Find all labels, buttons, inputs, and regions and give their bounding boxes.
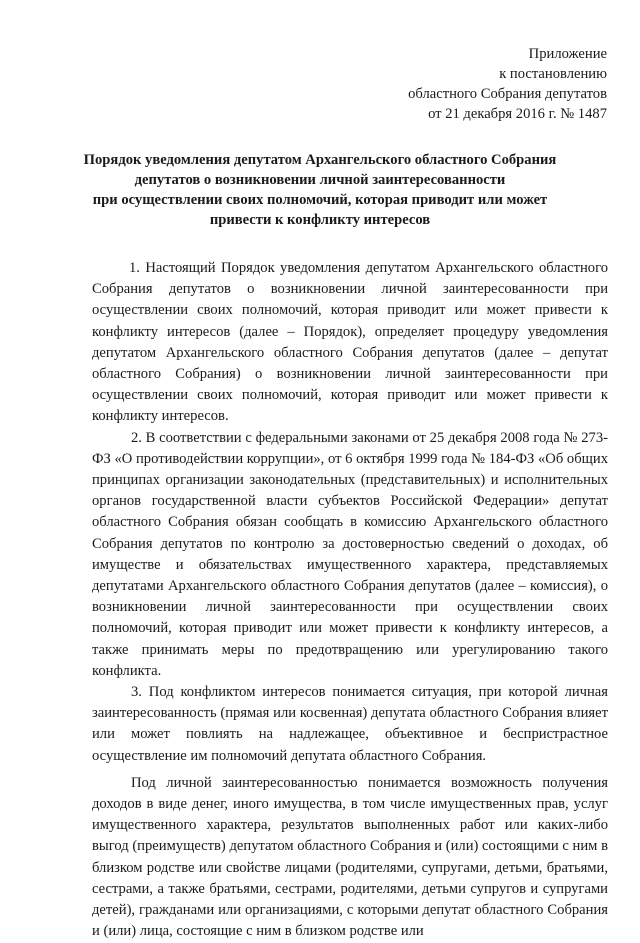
appendix-line-4: от 21 декабря 2016 г. № 1487: [428, 106, 607, 122]
title-line-1: Порядок уведомления депутатом Архангельского областного Собрания: [83, 152, 557, 168]
paragraph-1: 1. Настоящий Порядок уведомления депутатом Архангельского областного Собрания депутатов о возникновении личной заинтересованности при осуществлении своих полномочий, которая приводит или может привести к конфликту интересов (далее – Порядок), определяет процедуру уведомления депутатом Архангельского областного Собрания депутатов (далее – депутат областного Собрания) о возникновении личной заинтересованности при осуществлении своих полномочий, которая приводит или может привести к конфликту интересов.: [92, 260, 608, 425]
title-line-4: привести к конфликту интересов: [209, 212, 431, 228]
appendix-line-2: к постановлению: [499, 66, 607, 82]
paragraph-3: 3. Под конфликтом интересов понимается ситуация, при которой личная заинтересованность (прямая или косвенная) депутата областного Собрания влияет или может повлиять на надлежащее, объективное и беспристрастное осуществление им полномочий депутата областного Собрания.: [92, 684, 608, 764]
appendix-header: [408, 44, 607, 124]
paragraph-2: 2. В соответствии с федеральными законами от 25 декабря 2008 года № 273-ФЗ «О противодействии коррупции», от 6 октября 1999 года № 184-ФЗ «Об общих принципах организации законодательных (представительных) и исполнительных органов государственной власти субъектов Российской Федерации» депутат областного Собрания обязан сообщать в комиссию Архангельского областного Собрания депутатов по контролю за достоверностью сведений о доходах, об имуществе и обязательствах имущественного характера, представляемых депутатами Архангельского областного Собрания депутатов (далее – комиссия), о возникновении личной заинтересованности при осуществлении своих полномочий, которая приводит или может привести к конфликту интересов, а также принимать меры по предотвращению или урегулированию такого конфликта.: [92, 429, 608, 679]
appendix-line-1: Приложение: [528, 46, 607, 62]
document-title: [80, 150, 560, 230]
paragraph-4: Под личной заинтересованностью понимается возможность получения доходов в виде денег, иного имущества, в том числе имущественных прав, услуг имущественного характера, результатов выполненных работ или каких-либо выгод (преимуществ) депутатом областного Собрания и (или) состоящими с ним в близком родстве или свойстве лицами (родителями, супругами, детьми, братьями, сестрами, а также братьями, сестрами, родителями, детьми супругов и супругами детей), гражданами или организациями, с которыми депутат областного Собрания и (или) лица, состоящие с ним в близком родстве или: [92, 774, 608, 940]
title-line-2: депутатов о возникновении личной заинтересованности: [134, 172, 506, 188]
title-line-3: при осуществлении своих полномочий, которая приводит или может: [92, 192, 548, 208]
appendix-line-3: областного Собрания депутатов: [408, 86, 607, 102]
document-body: [92, 258, 608, 943]
